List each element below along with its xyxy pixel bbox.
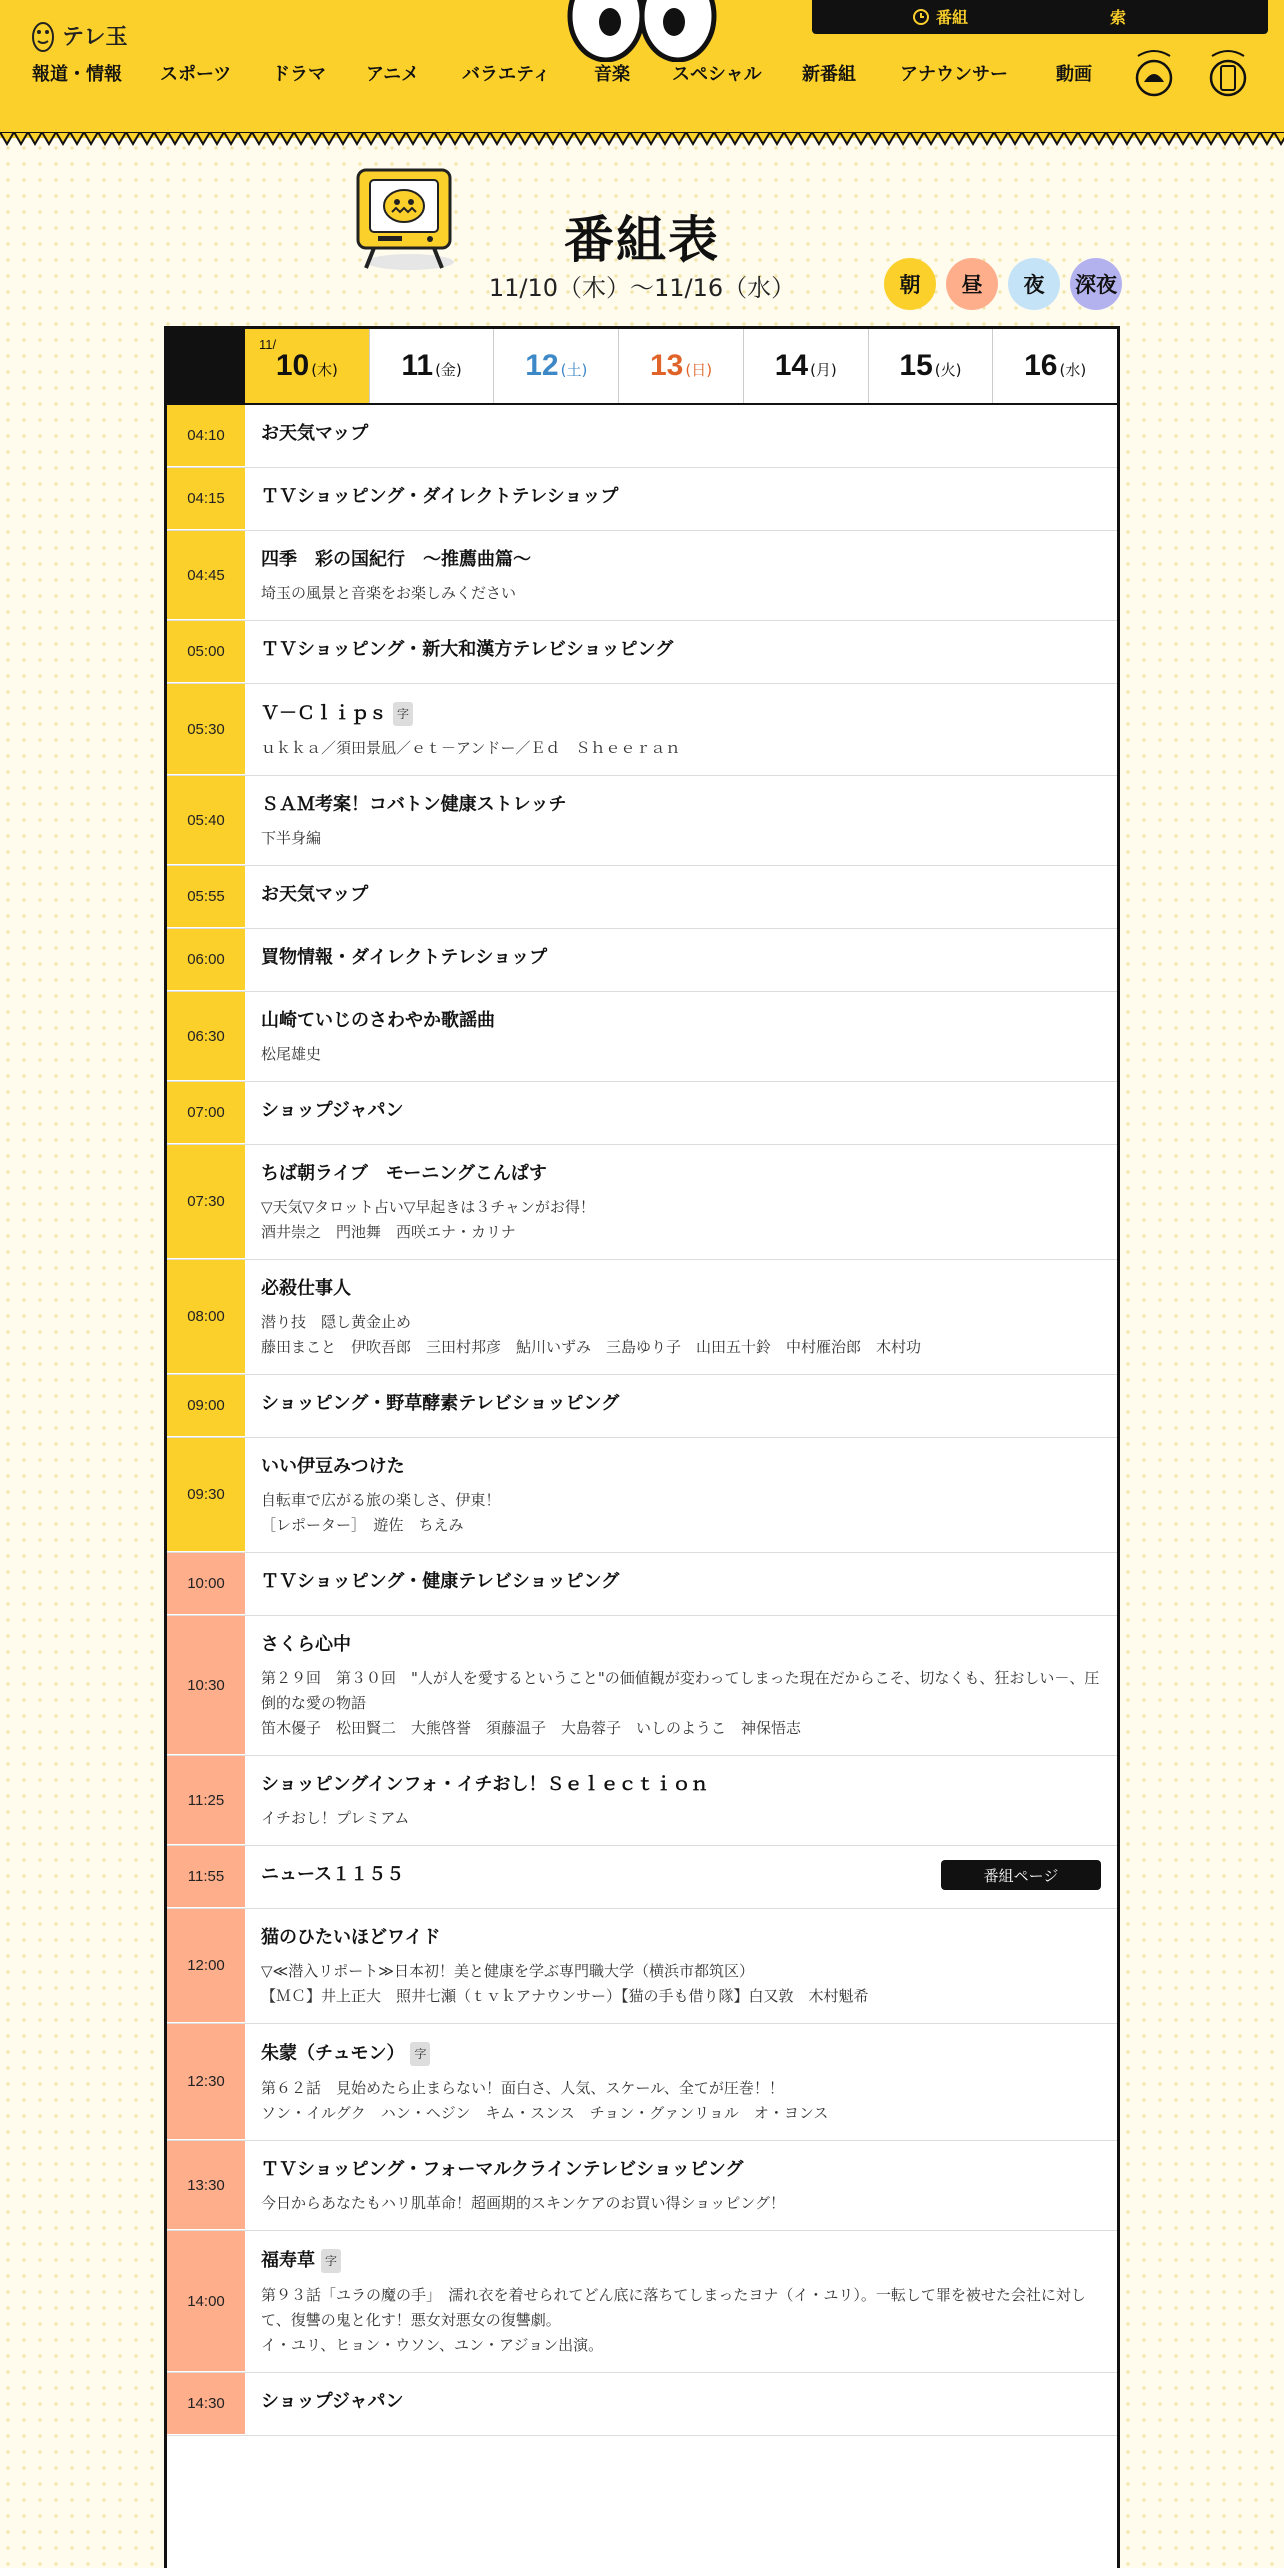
- teletamaro-icon: [1132, 46, 1176, 98]
- page-title: 番組表: [564, 211, 720, 269]
- program-time: 13:30: [167, 2141, 245, 2230]
- program-row[interactable]: [167, 929, 1117, 992]
- program-body: [245, 684, 1117, 775]
- program-description-line: ［レポーター］ 遊佐 ちえみ: [261, 1516, 464, 1534]
- nav-video[interactable]: 動画: [1056, 64, 1092, 85]
- nav-sports[interactable]: スポーツ: [160, 64, 232, 85]
- program-body: [245, 866, 1117, 928]
- program-description: [261, 1195, 1101, 1245]
- program-title-row: [261, 1927, 1101, 1949]
- program-title-row: [261, 702, 1101, 726]
- program-time: 10:00: [167, 1553, 245, 1615]
- day-number: 16: [1024, 349, 1058, 382]
- program-body: [245, 1260, 1117, 1374]
- program-body: [245, 1616, 1117, 1755]
- program-title[interactable]: ショップジャパン: [261, 2391, 404, 2412]
- program-body: [245, 1909, 1117, 2023]
- program-title-row: [261, 884, 1101, 906]
- program-description: [261, 581, 1101, 606]
- program-description: [261, 2076, 1101, 2126]
- program-description: [261, 1666, 1101, 1741]
- subtitle-badge: 字: [393, 702, 413, 726]
- day-weekday: (金): [435, 360, 462, 379]
- schedule-table: [164, 326, 1120, 2568]
- program-row[interactable]: [167, 1375, 1117, 1438]
- program-title[interactable]: 山崎ていじのさわやか歌謡曲: [261, 1010, 495, 1031]
- program-description-line: 第２９回 第３０回 "人が人を愛するということ"の価値観が変わってしまった現在だからこそ、切なくも、狂おしい－、圧倒的な愛の物語: [261, 1669, 1100, 1712]
- slot-late-night-button[interactable]: 深夜: [1070, 258, 1122, 310]
- logo-text: テレ玉: [62, 24, 128, 50]
- program-body: [245, 2373, 1117, 2435]
- program-row[interactable]: [167, 2373, 1117, 2436]
- program-body: [245, 929, 1117, 991]
- subtitle-badge: 字: [410, 2042, 430, 2066]
- program-title-row: [261, 1634, 1101, 1656]
- program-title[interactable]: 福寿草: [261, 2250, 315, 2271]
- day-number: 14: [774, 349, 809, 382]
- program-title[interactable]: 四季 彩の国紀行 ～推薦曲篇～: [261, 549, 531, 570]
- program-description: [261, 1959, 1101, 2009]
- program-title-row: [261, 1393, 1101, 1415]
- program-title[interactable]: お天気マップ: [261, 884, 369, 905]
- program-title-row: [261, 486, 1101, 508]
- program-row[interactable]: [167, 1756, 1117, 1846]
- nav-music[interactable]: 音楽: [594, 64, 630, 85]
- day-tab-16[interactable]: [992, 329, 1117, 403]
- program-title[interactable]: ニュース１１５５: [261, 1864, 405, 1885]
- program-row[interactable]: [167, 405, 1117, 468]
- program-title-row: [261, 1010, 1101, 1032]
- slot-morning-button[interactable]: 朝: [884, 258, 936, 310]
- program-time: 09:30: [167, 1438, 245, 1552]
- program-description-line: 潜り技 隠し黄金止め: [261, 1313, 412, 1331]
- program-title-row: [261, 549, 1101, 571]
- program-description: [261, 2283, 1101, 2358]
- day-month: 11/: [259, 337, 277, 352]
- program-time: 14:00: [167, 2231, 245, 2372]
- program-description-line: ｕｋｋａ／須田景凪／ｅｔ－アンドー／Ｅｄ Ｓｈｅｅｒａｎ: [261, 739, 681, 757]
- program-body: [245, 1082, 1117, 1144]
- program-title[interactable]: ショップジャパン: [261, 1100, 404, 1121]
- program-title-row: [261, 1571, 1101, 1593]
- program-time: 12:00: [167, 1909, 245, 2023]
- site-logo[interactable]: [30, 16, 128, 54]
- program-title-row: [261, 2391, 1101, 2413]
- mascot-eyes-icon: [566, 0, 718, 62]
- program-time: 05:00: [167, 621, 245, 683]
- program-description-line: 自転車で広がる旅の楽しさ、伊東！: [261, 1491, 501, 1509]
- program-body: [245, 1375, 1117, 1437]
- program-title-row: [261, 639, 1101, 661]
- program-description-line: 第６２話 見始めたら止まらない！面白さ、人気、スケール、全てが圧巻！！: [261, 2079, 784, 2097]
- program-time: 04:15: [167, 468, 245, 530]
- nav-drama[interactable]: ドラマ: [272, 64, 326, 85]
- program-body: [245, 2141, 1117, 2230]
- program-row[interactable]: [167, 468, 1117, 531]
- program-row[interactable]: [167, 531, 1117, 621]
- header-zigzag: [0, 132, 1284, 148]
- program-description-line: 笛木優子 松田賢二 大熊啓誉 須藤温子 大島蓉子 いしのようこ 神保悟志: [261, 1719, 802, 1737]
- slot-daytime-button[interactable]: 昼: [946, 258, 998, 310]
- program-body: [245, 1438, 1117, 1552]
- day-number: 10: [275, 349, 310, 382]
- program-title[interactable]: ＴＶショッピング・新大和漢方テレビショッピング: [261, 639, 674, 660]
- program-body: [245, 2231, 1117, 2372]
- program-row[interactable]: [167, 684, 1117, 776]
- program-title[interactable]: ショッピングインフォ・イチおし！Ｓｅｌｅｃｔｉｏｎ: [261, 1774, 709, 1795]
- program-page-button[interactable]: 番組ページ: [941, 1860, 1101, 1890]
- program-description: [261, 1806, 1101, 1831]
- program-row[interactable]: [167, 776, 1117, 866]
- program-title[interactable]: さくら心中: [261, 1634, 351, 1655]
- program-body: [245, 992, 1117, 1081]
- program-time: 04:10: [167, 405, 245, 467]
- program-title-row: [261, 423, 1101, 445]
- program-title[interactable]: Ｖ－Ｃｌｉｐｓ: [261, 703, 387, 724]
- day-weekday: (水): [1059, 360, 1087, 379]
- program-description-line: ▽天気▽タロット占い▽早起きは３チャンがお得！: [261, 1198, 595, 1216]
- program-title-row: [261, 794, 1101, 816]
- main-nav: [0, 60, 1284, 90]
- program-description-line: 藤田まこと 伊吹吾郎 三田村邦彦 鮎川いずみ 三島ゆり子 山田五十鈴 中村雁治郎 木村功: [261, 1338, 922, 1356]
- program-body: [245, 1756, 1117, 1845]
- program-row[interactable]: [167, 1909, 1117, 2024]
- site-header: [0, 0, 1284, 138]
- program-row[interactable]: [167, 1082, 1117, 1145]
- smartphone-icon: [1206, 46, 1250, 98]
- program-time: 05:55: [167, 866, 245, 928]
- program-description-line: 松尾雄史: [261, 1045, 322, 1063]
- program-title[interactable]: お天気マップ: [261, 423, 369, 444]
- program-title-row: [261, 2249, 1101, 2273]
- program-body: [245, 1553, 1117, 1615]
- program-description-line: 【ＭＣ】井上正大 照井七瀬（ｔｖｋアナウンサー）【猫の手も借り隊】白又敦 木村魁希: [261, 1987, 869, 2005]
- program-row[interactable]: [167, 1260, 1117, 1375]
- day-tab-14[interactable]: [743, 329, 868, 403]
- program-title[interactable]: 朱蒙（チュモン）: [261, 2043, 405, 2064]
- program-time: 12:30: [167, 2024, 245, 2140]
- nav-variety[interactable]: バラエティ: [462, 64, 551, 85]
- app-link[interactable]: [1206, 46, 1250, 98]
- table-corner: [167, 329, 245, 403]
- program-title-row: [261, 1456, 1101, 1478]
- program-time: 11:55: [167, 1846, 245, 1908]
- program-row[interactable]: [167, 1553, 1117, 1616]
- program-description: [261, 736, 1101, 761]
- program-title-row: [261, 1100, 1101, 1122]
- search-link[interactable]: [1110, 5, 1126, 28]
- program-time: 10:30: [167, 1616, 245, 1755]
- nav-anime[interactable]: アニメ: [366, 64, 420, 85]
- program-description: [261, 2191, 1101, 2216]
- program-description-line: 今日からあなたもハリ肌革命！超画期的スキンケアのお買い得ショッピング！: [261, 2194, 785, 2212]
- clock-icon: [912, 8, 930, 26]
- program-description-line: 埼玉の風景と音楽をお楽しみください: [261, 584, 517, 602]
- program-row[interactable]: [167, 621, 1117, 684]
- program-description-line: 第９３話「ユラの魔の手」 濡れ衣を着せられてどん底に落ちてしまったヨナ（イ・ユリ）。一転して罪を被せた会社に対して、復讐の鬼と化す！悪女対悪女の復讐劇。: [261, 2286, 1086, 2329]
- program-time: 07:00: [167, 1082, 245, 1144]
- mascot-logo-icon: [30, 17, 56, 53]
- day-tab-10[interactable]: [245, 329, 369, 403]
- program-time: 14:30: [167, 2373, 245, 2435]
- day-tab-13[interactable]: [618, 329, 743, 403]
- day-weekday: (木): [311, 360, 338, 379]
- program-title[interactable]: ちば朝ライブ モーニングこんぱす: [261, 1163, 547, 1184]
- program-body: [245, 468, 1117, 530]
- subtitle-badge: 字: [321, 2249, 341, 2273]
- program-description-line: 酒井崇之 門池舞 西咲エナ・カリナ: [261, 1223, 516, 1241]
- program-time: 04:45: [167, 531, 245, 620]
- slot-night-button[interactable]: 夜: [1008, 258, 1060, 310]
- program-title-row: [261, 1774, 1101, 1796]
- program-description: [261, 826, 1101, 851]
- program-body: [245, 1846, 1117, 1908]
- program-row[interactable]: [167, 2231, 1117, 2373]
- day-number: 15: [899, 349, 933, 382]
- day-weekday: (月): [810, 360, 837, 379]
- program-body: [245, 776, 1117, 865]
- program-title[interactable]: ショッピング・野草酵素テレビショッピング: [261, 1393, 620, 1414]
- day-number: 11: [401, 349, 434, 382]
- program-row[interactable]: [167, 2024, 1117, 2141]
- program-description-line: ▽≪潜入リポート≫日本初！美と健康を学ぶ専門職大学（横浜市都筑区）: [261, 1962, 754, 1980]
- day-tab-15[interactable]: [868, 329, 993, 403]
- program-body: [245, 405, 1117, 467]
- day-weekday: (土): [560, 360, 588, 379]
- program-row[interactable]: [167, 866, 1117, 929]
- program-time: 11:25: [167, 1756, 245, 1845]
- program-guide-label: 番組: [936, 8, 969, 27]
- program-title[interactable]: ＴＶショッピング・健康テレビショッピング: [261, 1571, 620, 1592]
- program-title-row: [261, 2042, 1101, 2066]
- program-row[interactable]: [167, 992, 1117, 1082]
- program-description: [261, 1042, 1101, 1067]
- nav-special[interactable]: スペシャル: [672, 64, 762, 85]
- program-row[interactable]: [167, 1438, 1117, 1553]
- program-title[interactable]: 猫のひたいほどワイド: [261, 1927, 441, 1948]
- top-bar: [812, 0, 1268, 34]
- program-time: 08:00: [167, 1260, 245, 1374]
- program-description: [261, 1488, 1101, 1538]
- program-description: [261, 1310, 1101, 1360]
- day-weekday: (日): [685, 360, 713, 379]
- day-header: [167, 329, 1117, 405]
- nav-new-programs[interactable]: 新番組: [802, 64, 856, 85]
- program-time: 05:40: [167, 776, 245, 865]
- program-time: 07:30: [167, 1145, 245, 1259]
- date-range: 11/10（木）〜11/16（水）: [488, 274, 796, 302]
- program-row[interactable]: [167, 1145, 1117, 1260]
- program-title[interactable]: いい伊豆みつけた: [261, 1456, 405, 1477]
- program-title[interactable]: ＳＡＭ考案！コバトン健康ストレッチ: [261, 794, 567, 815]
- program-title[interactable]: ＴＶショッピング・ダイレクトテレショップ: [261, 486, 619, 507]
- program-time: 06:00: [167, 929, 245, 991]
- program-title-row: [261, 947, 1101, 969]
- program-time: 05:30: [167, 684, 245, 775]
- program-description-line: イチおし！プレミアム: [261, 1809, 410, 1827]
- nav-announcer[interactable]: アナウンサー: [900, 64, 1008, 85]
- search-label: 索: [1110, 8, 1127, 27]
- program-time: 09:00: [167, 1375, 245, 1437]
- program-body: [245, 1145, 1117, 1259]
- program-description-line: イ・ユリ、ヒョン・ウソン、ユン・アジョン出演。: [261, 2336, 604, 2354]
- program-row[interactable]: [167, 1846, 1117, 1909]
- program-title-row: [261, 2159, 1101, 2181]
- teletamaro-link[interactable]: [1132, 46, 1176, 98]
- program-time: 06:30: [167, 992, 245, 1081]
- program-title-row: [261, 1163, 1101, 1185]
- program-list: [167, 405, 1117, 2436]
- program-body: [245, 621, 1117, 683]
- program-guide-link[interactable]: [912, 5, 968, 28]
- program-body: [245, 2024, 1117, 2140]
- program-description-line: 下半身編: [261, 829, 322, 847]
- program-row[interactable]: [167, 2141, 1117, 2231]
- program-description-line: ソン・イルグク ハン・ヘジン キム・スンス チョン・グァンリョル オ・ヨンス: [261, 2104, 829, 2122]
- program-row[interactable]: [167, 1616, 1117, 1756]
- program-title[interactable]: 必殺仕事人: [261, 1278, 351, 1299]
- day-tab-12[interactable]: [493, 329, 618, 403]
- nav-news[interactable]: 報道・情報: [32, 64, 122, 85]
- program-title-row: [261, 1278, 1101, 1300]
- day-number: 13: [649, 349, 684, 382]
- program-title[interactable]: 買物情報・ダイレクトテレショップ: [261, 947, 548, 968]
- day-number: 12: [525, 349, 559, 382]
- day-weekday: (火): [934, 360, 962, 379]
- day-tab-11[interactable]: [369, 329, 494, 403]
- program-body: [245, 531, 1117, 620]
- program-title[interactable]: ＴＶショッピング・フォーマルクラインテレビショッピング: [261, 2159, 744, 2180]
